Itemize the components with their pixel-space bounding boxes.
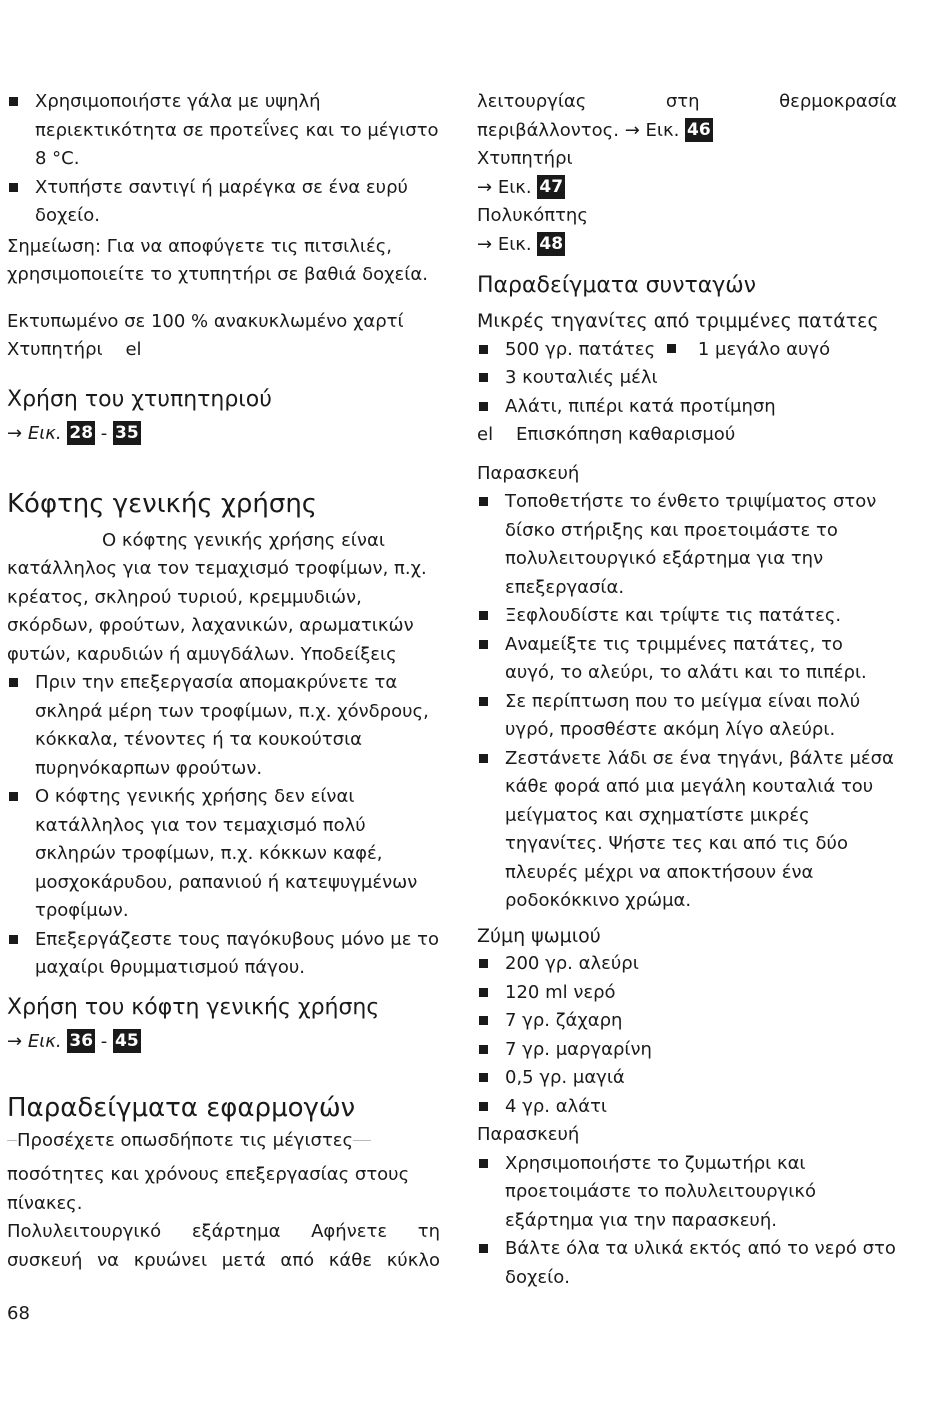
figure-label: Εικ.	[27, 1030, 62, 1052]
left-column	[7, 88, 440, 1275]
blender-label: Πολυκόπτης	[477, 205, 588, 226]
list-item: Επεξεργάζεστε τους παγόκυβους μόνο με το μαχαίρι θρυμματισμού πάγου.	[7, 926, 440, 983]
section-heading-chopper: Κόφτης γενικής χρήσης	[7, 488, 318, 519]
list-item: Αλάτι, πιπέρι κατά προτίμηση	[477, 393, 897, 422]
inline-bullet	[667, 344, 676, 353]
ingredient: 500 γρ. πατάτες	[505, 338, 656, 360]
list-item: 200 γρ. αλεύρι	[477, 950, 897, 979]
list-item: Τοποθετήστε το ένθετο τριψίματος στον δίσκο στήριξης και προετοιμάστε το πολυλειτουργικό εξάρτημα για την επεξεργασία.	[477, 488, 897, 602]
chopper-intro-text: Ο κόφτης γενικής χρήσης είναι κατάλληλος για τον τεμαχισμό τροφίμων, π.χ. κρέατος, σκληρού τυριού, κρεμμυδιών, σκόρδων, φρούτων, λαχανικών, αρωματικών φυτών, καρυδιών ή αμυγδάλων. Υποδείξεις	[7, 529, 427, 665]
prep-label: Παρασκευή	[477, 462, 580, 484]
multi-attachment-text: Πολυλειτουργικό εξάρτημα Αφήνετε τη	[7, 1221, 440, 1242]
figure-number-badge: 28	[69, 422, 94, 443]
recipe-title: Ζύμη ψωμιού	[477, 924, 601, 947]
figure-reference	[477, 117, 897, 146]
list-item: Ο κόφτης γενικής χρήσης δεν είναι κατάλληλος για τον τεμαχισμό πολύ σκληρών τροφίμων, π.χ. κόκκων καφέ, μοσχοκάρυδου, ραπανιού ή κατεψυγμένων τροφίμων.	[7, 783, 440, 926]
caution-text: Προσέχετε οπωσδήποτε τις μέγιστες	[17, 1129, 354, 1151]
figure-reference	[7, 419, 440, 449]
arrow-icon: →	[7, 422, 23, 444]
running-header: el Επισκόπηση καθαρισμού	[477, 424, 736, 445]
printed-on-recycled: Εκτυπωμένο σε 100 % ανακυκλωμένο χαρτί	[7, 310, 404, 332]
figure-label: Εικ.	[27, 422, 62, 444]
list-item: Σε περίπτωση που το μείγμα είναι πολύ υγρό, προσθέστε ακόμη λίγο αλεύρι.	[477, 688, 897, 745]
list-item: 4 γρ. αλάτι	[477, 1093, 897, 1122]
section-heading-whisk-use: Χρήση του χτυπητηριού	[7, 386, 272, 412]
figure-reference	[7, 1027, 440, 1057]
list-item: Πριν την επεξεργασία απομακρύνετε τα σκληρά μέρη των τροφίμων, π.χ. χόνδρους, κόκκαλα, τένοντες ή τα κουκούτσια πυρηνόκαρπων φρούτων.	[7, 669, 440, 783]
arrow-icon: →	[477, 233, 493, 255]
list-item: Χρησιμοποιήστε το ζυμωτήρι και προετοιμάστε το πολυλειτουργικό εξάρτημα για την παρασκευή.	[477, 1150, 897, 1236]
running-header: Χτυπητήρι el	[7, 339, 142, 360]
recipe-title: Μικρές τηγανίτες από τριμμένες πατάτες	[477, 310, 879, 332]
caution-line	[7, 1127, 440, 1156]
figure-label: Εικ.	[645, 119, 680, 141]
list-item: 7 γρ. μαργαρίνη	[477, 1036, 897, 1065]
arrow-icon: →	[7, 1030, 23, 1052]
prep-label: Παρασκευή	[477, 1124, 580, 1145]
list-item: Ζεστάνετε λάδι σε ένα τηγάνι, βάλτε μέσα κάθε φορά από μια μεγάλη κουταλιά του μείγματος και σχηματίστε μικρές τηγανίτες. Ψήστε τες και από τις δύο πλευρές μέχρι να αποκτήσουν ένα ροδοκόκκινο χρώμα.	[477, 745, 897, 916]
section-heading-examples: Παραδείγματα εφαρμογών	[7, 1092, 356, 1123]
figure-number-badge: 47	[539, 176, 564, 197]
figure-reference	[477, 231, 897, 260]
whisk-label: Χτυπητήρι	[477, 148, 573, 169]
arrow-icon: →	[624, 119, 640, 141]
range-dash: -	[100, 1030, 108, 1052]
figure-reference	[477, 174, 897, 203]
list-item: Αναμείξτε τις τριμμένες πατάτες, το αυγό, το αλεύρι, το αλάτι και το πιπέρι.	[477, 631, 897, 688]
list-item: 120 ml νερό	[477, 979, 897, 1008]
list-item: 3 κουταλιές μέλι	[477, 364, 897, 393]
continuation-text: περιβάλλοντος.	[477, 119, 619, 141]
ingredient: 1 μεγάλο αυγό	[697, 338, 831, 360]
continuation-text: λειτουργίας στη θερμοκρασία	[477, 91, 897, 112]
figure-number-badge: 48	[539, 233, 564, 254]
figure-number-badge: 46	[687, 119, 711, 140]
chopper-intro	[7, 527, 440, 670]
figure-number-badge: 36	[69, 1030, 94, 1051]
note-text: Σημείωση: Για να αποφύγετε τις πιτσιλιές, χρησιμοποιείτε το χτυπητήρι σε βαθιά δοχεία.	[7, 235, 428, 285]
divider	[353, 1140, 371, 1141]
page-number: 68	[7, 1303, 30, 1324]
list-item: Ξεφλουδίστε και τρίψτε τις πατάτες.	[477, 602, 897, 631]
section-heading-recipes: Παραδείγματα συνταγών	[477, 273, 757, 298]
list-item	[477, 336, 897, 365]
caution-continuation: ποσότητες και χρόνους επεξεργασίας στους πίνακες.	[7, 1164, 410, 1214]
list-item: 7 γρ. ζάχαρη	[477, 1007, 897, 1036]
divider	[7, 1140, 17, 1141]
list-item: 0,5 γρ. μαγιά	[477, 1064, 897, 1093]
section-heading-chopper-use: Χρήση του κόφτη γενικής χρήσης	[7, 994, 380, 1020]
figure-label: Εικ.	[497, 233, 532, 255]
multi-attachment-text: συσκευή να κρυώνει μετά από κάθε κύκλο	[7, 1249, 440, 1271]
figure-number-badge: 45	[115, 1030, 139, 1051]
figure-label: Εικ.	[497, 176, 532, 198]
arrow-icon: →	[477, 176, 493, 198]
list-item: Χτυπήστε σαντιγί ή μαρέγκα σε ένα ευρύ δοχείο.	[7, 174, 440, 231]
right-column	[477, 88, 897, 1292]
list-item: Χρησιμοποιήστε γάλα με υψηλή περιεκτικότητα σε προτεΐνες και το μέγιστο 8 °C.	[7, 88, 440, 174]
list-item: Βάλτε όλα τα υλικά εκτός από το νερό στο δοχείο.	[477, 1235, 897, 1292]
figure-number-badge: 35	[115, 422, 139, 443]
range-dash: -	[100, 422, 108, 444]
